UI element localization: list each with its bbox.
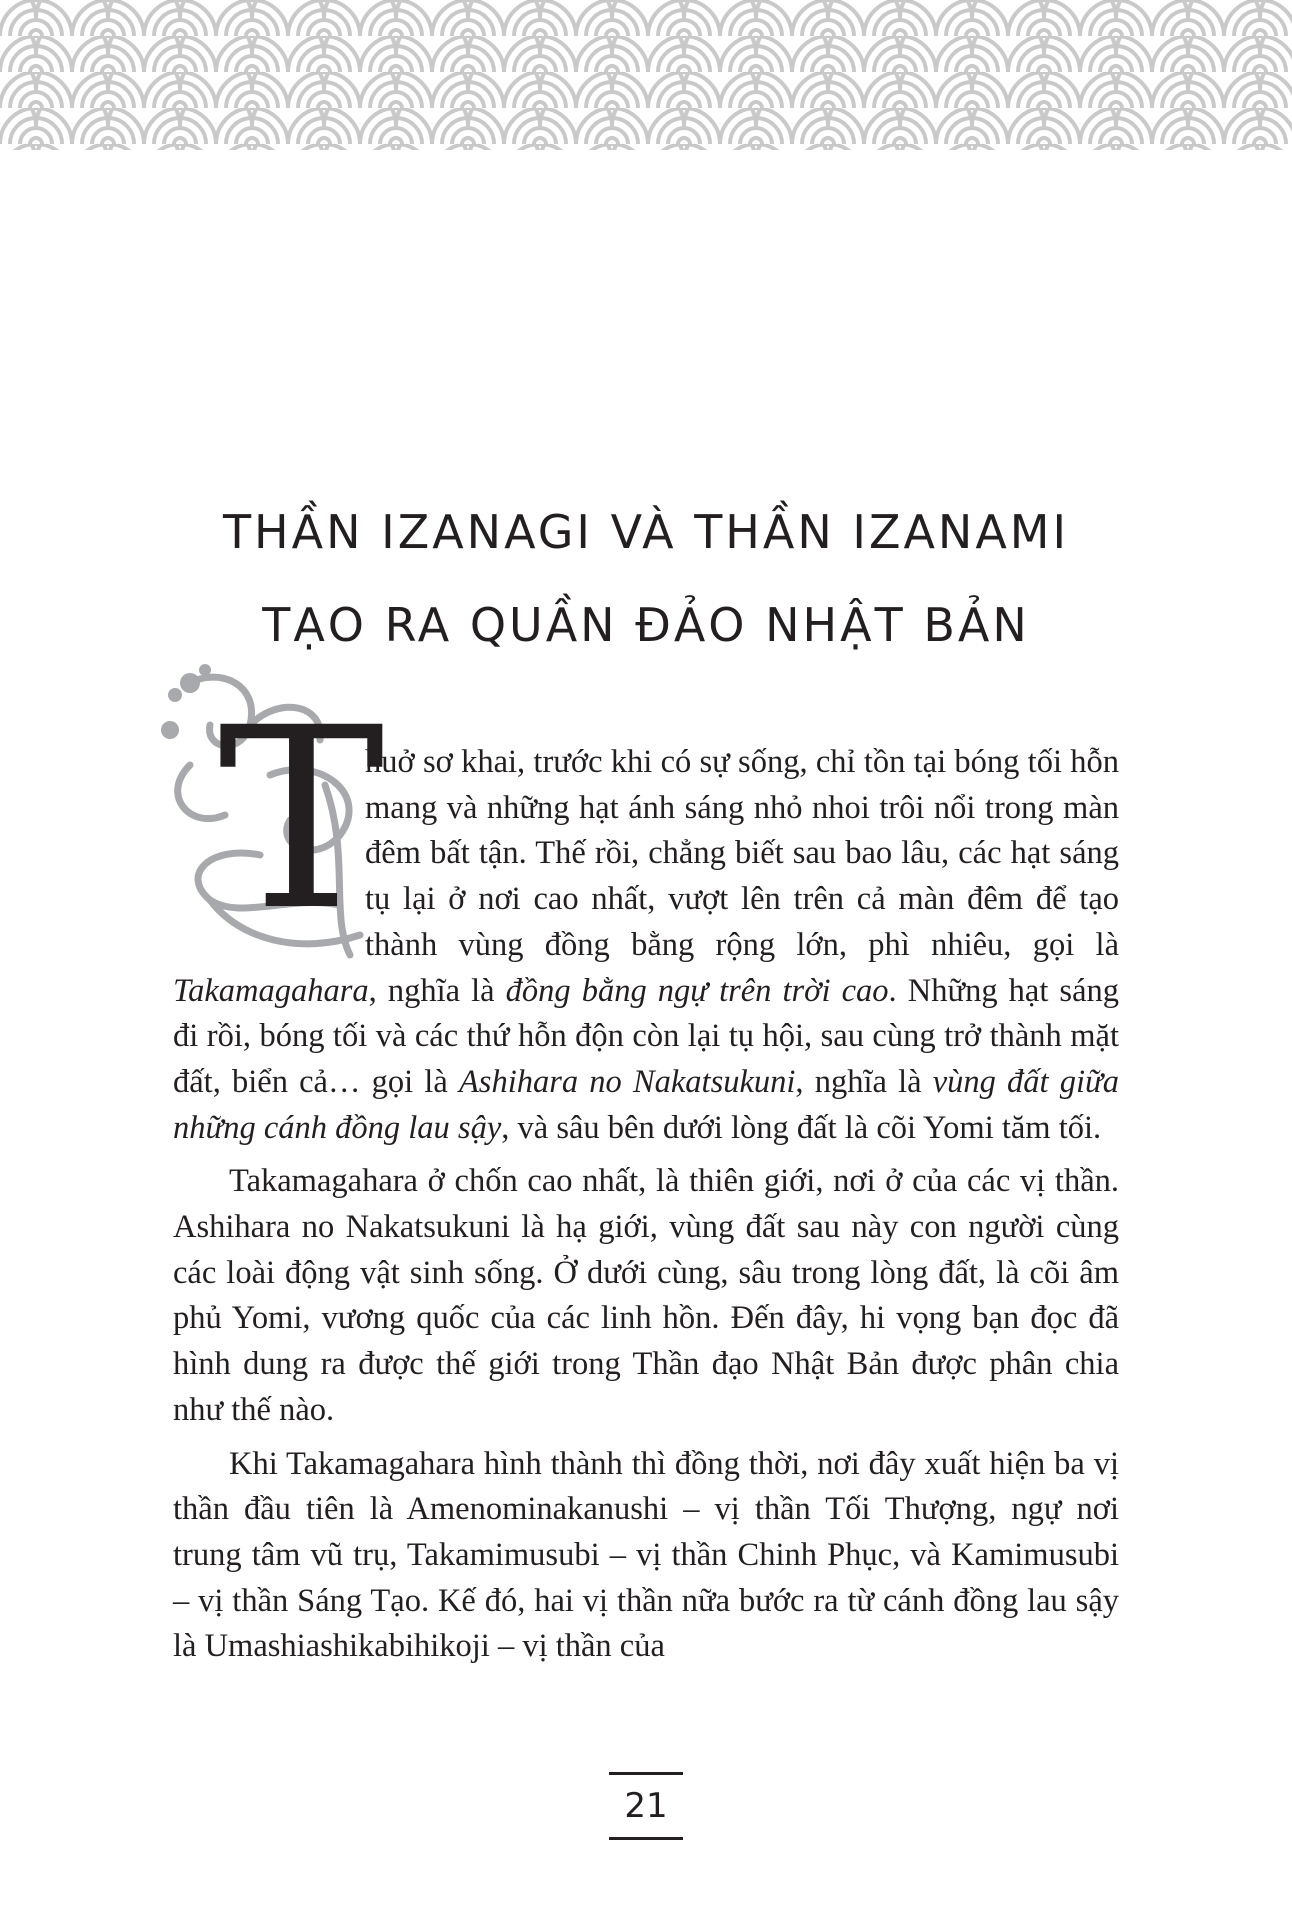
p1-text-5: , và sâu bên dưới lòng đất là cõi Yomi tăm tối. [501, 1109, 1102, 1146]
page-number-rule-bottom [609, 1837, 683, 1840]
p1-italic-takamagahara: Takamagahara [173, 972, 369, 1009]
p1-text-1: huở sơ khai, trước khi có sự sống, chỉ tồn tại bóng tối hỗn mang và những hạt ánh sáng nhỏ nhoi trôi nổi trong màn đêm bất tận. Thế rồi, chẳng biết sau bao lâu, các hạt sáng tụ lại ở nơi cao nhất, vượt lên trên cả màn đêm để tạo thành vùng đồng bằng rộng lớn, phì nhiêu, gọi là [365, 744, 1119, 963]
chapter-title-line-1: THẦN IZANAGI VÀ THẦN IZANAMI [222, 504, 1070, 559]
p1-italic-ashihara: Ashihara no Nakatsukuni [458, 1063, 796, 1100]
p1-text-4: , nghĩa là [795, 1063, 933, 1100]
page-number: 21 [624, 1786, 668, 1826]
body-text [173, 740, 1119, 1670]
p1-italic-meaning-2: vùng đất giữa những cánh đồng lau sậy [173, 1063, 1119, 1146]
chapter-title-line-2: TẠO RA QUẦN ĐẢO NHẬT BẢN [262, 597, 1030, 652]
chapter-title [0, 486, 1292, 672]
paragraph-3: Khi Takamagahara hình thành thì đồng thời, nơi đây xuất hiện ba vị thần đầu tiên là Amenominakanushi – vị thần Tối Thượng, ngự nơi trung tâm vũ trụ, Takamimusubi – vị thần Chinh Phục, và Kamimusubi – vị thần Sáng Tạo. Kế đó, hai vị thần nữa bước ra từ cánh đồng lau sậy là Umashiashikabihikoji – vị thần của [173, 1445, 1119, 1665]
p1-text-3: . Những hạt sáng đi rồi, bóng tối và các thứ hỗn độn còn lại tụ hội, sau cùng trở thành mặt đất, biển cả… gọi là [173, 972, 1119, 1100]
p1-italic-meaning-1: đồng bằng ngự trên trời cao [505, 972, 889, 1009]
p1-text-2: , nghĩa là [368, 972, 506, 1009]
drop-cap-spacer [173, 740, 365, 968]
seigaiha-wave-pattern-icon [0, 0, 1292, 150]
drop-cap-letter: T [218, 674, 385, 965]
page-footer [609, 1772, 683, 1840]
paragraph-2: Takamagahara ở chốn cao nhất, là thiên giới, nơi ở của các vị thần. Ashihara no Nakatsukuni là hạ giới, vùng đất sau này con người cùng các loài động vật sinh sống. Ở dưới cùng, sâu trong lòng đất, là cõi âm phủ Yomi, vương quốc của các linh hồn. Đến đây, hi vọng bạn đọc đã hình dung ra được thế giới trong Thần đạo Nhật Bản được phân chia như thế nào. [173, 1163, 1119, 1428]
